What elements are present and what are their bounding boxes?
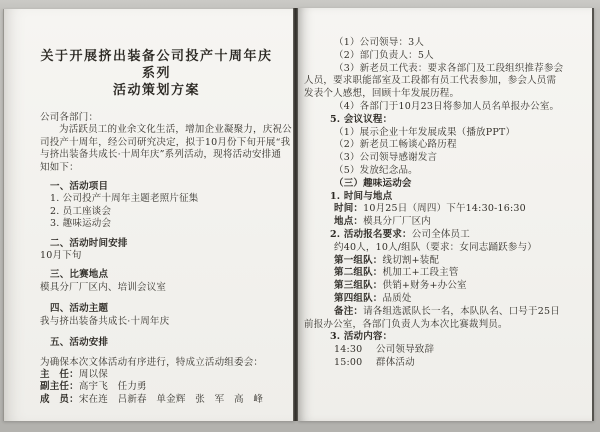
- team-label: 第四组队：: [334, 292, 383, 304]
- left-page: [3, 9, 295, 421]
- document-title: [40, 48, 273, 99]
- doc-heading-4: 四、活动主题: [50, 303, 109, 315]
- signup-requirement-line: [304, 229, 584, 242]
- schedule-activity: 群体活动: [376, 356, 415, 368]
- doc-line: （1）展示企业十年发展成果（播放PPT）: [334, 126, 516, 138]
- field-value: 公司全体员工: [411, 228, 470, 240]
- team-members: 供销+财务+办公室: [382, 280, 467, 292]
- role-label: 主 任：: [40, 368, 79, 380]
- team-line-3: [304, 280, 584, 293]
- doc-line: 3. 趣味运动会: [50, 218, 112, 230]
- doc-line: 司投产十周年，经公司研究决定，拟于10月份下旬开展“我: [40, 136, 291, 148]
- team-members: 线切割+装配: [382, 254, 440, 266]
- team-label: 第二组队：: [334, 267, 383, 279]
- doc-line-salutation: 公司各部门：: [40, 112, 99, 123]
- remark-text: 请各组选派队长一名，本队队名、口号于25日: [363, 305, 560, 317]
- team-line-4: [304, 293, 584, 306]
- doc-heading-3: 三、比赛地点: [50, 269, 109, 281]
- doc-line: 前报办公室，各部门负责人为本次比赛裁判员。: [304, 318, 508, 330]
- doc-line: （1）公司领导：3人: [334, 37, 425, 48]
- title-line-2: 活动策划方案: [112, 83, 200, 98]
- doc-line: （4）各部门于10月23日将参加人员名单报办公室。: [334, 100, 560, 112]
- doc-line: 我与挤出装备共成长·十周年庆: [40, 315, 170, 327]
- doc-line: 模具分厂厂区内、培训会议室: [40, 281, 167, 293]
- doc-heading-2: 二、活动时间安排: [50, 237, 128, 249]
- role-label: 副主任：: [40, 381, 79, 393]
- doc-line: （2）部门负责人：5人: [334, 49, 434, 61]
- place-line: [304, 216, 584, 229]
- remark-label: 备注：: [334, 305, 364, 317]
- field-label: 2. 活动报名要求：: [330, 228, 412, 240]
- title-line-1: 关于开展挤出装备公司投产十周年庆系列: [40, 49, 273, 81]
- doc-line: 发表个人感想，回顾十年发展历程。: [304, 88, 460, 100]
- role-names: 周以保: [78, 368, 108, 380]
- doc-line: 2. 员工座谈会: [50, 205, 112, 217]
- left-page-content: [4, 9, 295, 406]
- role-names: 高宇飞 任力勇: [78, 381, 147, 393]
- team-members: 品质处: [382, 292, 412, 304]
- field-value: 10月25日（周四）下午14:30-16:30: [363, 203, 526, 215]
- role-names: 宋在连 吕新春 单金辉 张 军 高 峰: [78, 393, 264, 405]
- doc-line: 知如下：: [40, 161, 79, 173]
- doc-line: 人员，要求职能部室及工段都有员工代表参加，参会人员需: [304, 75, 557, 87]
- doc-line: 为确保本次文体活动有序进行，特成立活动组委会：: [40, 356, 264, 368]
- right-page: [298, 8, 594, 421]
- right-page-content: [298, 8, 592, 370]
- field-value: 模具分厂厂区内: [363, 216, 432, 228]
- doc-line: （3）新老员工代表：要求各部门及工段组织推荐参会: [334, 62, 564, 74]
- schedule-time: 15:00: [334, 356, 363, 368]
- doc-line: 约40人，10人/组队（要求：女同志踊跃参与）: [334, 241, 537, 253]
- team-label: 第三组队：: [334, 280, 383, 292]
- committee-director-line: [40, 369, 273, 381]
- doc-line: （2）新老员工畅谈心路历程: [334, 139, 457, 151]
- doc-heading-time-place: 1. 时间与地点: [330, 190, 393, 202]
- team-label: 第一组队：: [334, 254, 383, 266]
- doc-line: 为活跃员工的业余文化生活，增加企业凝聚力，庆祝公: [59, 124, 292, 136]
- committee-members-line: [40, 394, 273, 406]
- doc-heading-1: 一、活动项目: [50, 181, 109, 193]
- remark-line: [304, 306, 584, 319]
- field-label: 地点：: [334, 216, 364, 228]
- team-line-1: [304, 255, 584, 268]
- team-members: 机加工+工段主管: [382, 267, 459, 279]
- doc-heading-sports-meet: （三）趣味运动会: [334, 177, 412, 189]
- team-line-2: [304, 267, 584, 280]
- committee-deputy-line: [40, 381, 273, 393]
- doc-line: （5）发放纪念品。: [334, 164, 418, 176]
- time-line: [304, 203, 584, 216]
- schedule-time: 14:30: [334, 344, 363, 356]
- field-label: 时间：: [334, 203, 364, 215]
- schedule-line-1: [304, 344, 584, 357]
- schedule-activity: 公司领导致辞: [376, 344, 435, 356]
- doc-heading-agenda: 5. 会议议程：: [330, 113, 393, 125]
- doc-heading-schedule: 3. 活动内容：: [330, 331, 393, 343]
- role-label: 成 员：: [40, 393, 79, 405]
- doc-line: 1. 公司投产十周年主题老照片征集: [50, 193, 199, 205]
- doc-heading-5: 五、活动安排: [50, 337, 109, 349]
- doc-line: （3）公司领导感谢发言: [334, 152, 438, 164]
- schedule-line-2: [304, 357, 584, 370]
- doc-line: 与挤出装备共成长·十周年庆”系列活动，现将活动安排通: [40, 149, 282, 161]
- doc-line: 10月下旬: [40, 250, 82, 262]
